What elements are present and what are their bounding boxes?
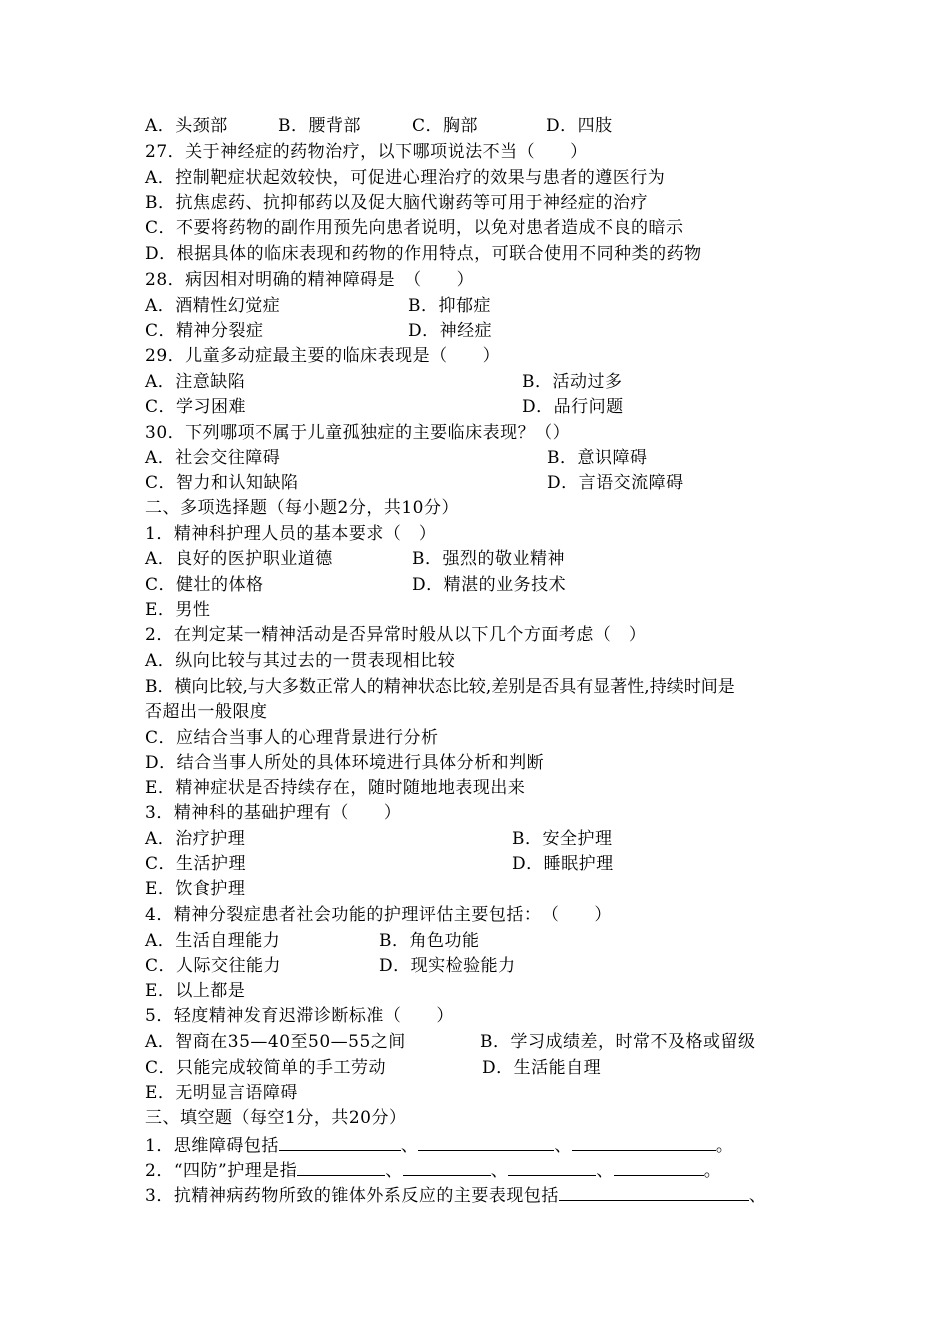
q30-option-c: C．智力和认知缺陷	[145, 473, 299, 493]
m1-option-d: D．精湛的业务技术	[412, 575, 567, 595]
section-3-title: 三、填空题（每空1分，共20分）	[145, 1108, 407, 1128]
m2-option-e: E．精神症状是否持续存在，随时随地地表现出来	[145, 778, 526, 798]
q30-option-d: D．言语交流障碍	[547, 473, 684, 493]
m2-option-b-line1: B．横向比较,与大多数正常人的精神状态比较,差别是否具有显著性,持续时间是	[145, 677, 735, 697]
q27-option-d: D．根据具体的临床表现和药物的作用特点，可联合使用不同种类的药物	[145, 244, 702, 264]
answer-blank[interactable]	[572, 1134, 716, 1151]
q26-option-d: D．四肢	[546, 116, 613, 136]
m1-option-b: B．强烈的敬业精神	[412, 549, 565, 569]
q28-option-d: D．神经症	[408, 321, 493, 341]
q29-stem: 29．儿童多动症最主要的临床表现是（ ）	[145, 346, 501, 366]
m4-option-a: A．生活自理能力	[145, 931, 281, 951]
m1-option-c: C．健壮的体格	[145, 575, 264, 595]
q28-option-b: B．抑郁症	[408, 296, 491, 316]
separator: 、	[554, 1136, 572, 1156]
q28-option-a: A．酒精性幻觉症	[145, 296, 281, 316]
q29-option-d: D．品行问题	[522, 397, 624, 417]
answer-blank[interactable]	[559, 1184, 749, 1201]
m3-stem: 3．精神科的基础护理有（ ）	[145, 803, 402, 823]
answer-blank[interactable]	[418, 1134, 554, 1151]
q27-option-b: B．抗焦虑药、抗抑郁药以及促大脑代谢药等可用于神经症的治疗	[145, 193, 648, 213]
q27-option-c: C．不要将药物的副作用预先向患者说明，以免对患者造成不良的暗示	[145, 218, 684, 238]
m5-stem: 5．轻度精神发育迟滞诊断标准（ ）	[145, 1006, 454, 1026]
q26-option-b: B．腰背部	[278, 116, 361, 136]
m2-option-c: C．应结合当事人的心理背景进行分析	[145, 728, 439, 748]
m1-option-a: A．良好的医护职业道德	[145, 549, 333, 569]
q29-option-c: C．学习困难	[145, 397, 247, 417]
answer-blank[interactable]	[614, 1159, 704, 1176]
m4-option-b: B．角色功能	[379, 931, 480, 951]
m5-option-c: C．只能完成较简单的手工劳动	[145, 1058, 387, 1078]
answer-blank[interactable]	[508, 1159, 596, 1176]
q27-option-a: A．控制靶症状起效较快，可促进心理治疗的效果与患者的遵医行为	[145, 168, 666, 188]
q30-option-a: A．社会交往障碍	[145, 448, 281, 468]
m2-option-d: D．结合当事人所处的具体环境进行具体分析和判断	[145, 753, 545, 773]
separator: 、	[596, 1161, 614, 1181]
m3-option-b: B．安全护理	[512, 829, 613, 849]
separator: 、	[385, 1161, 403, 1181]
m3-option-c: C．生活护理	[145, 854, 247, 874]
fill-blank-1-stem: 1．思维障碍包括	[145, 1136, 279, 1156]
q27-stem: 27．关于神经症的药物治疗，以下哪项说法不当（ ）	[145, 142, 588, 162]
section-2-title: 二、多项选择题（每小题2分，共10分）	[145, 498, 459, 518]
m4-option-e: E．以上都是	[145, 981, 246, 1001]
m5-option-b: B．学习成绩差，时常不及格或留级	[480, 1032, 756, 1052]
m2-stem: 2．在判定某一精神活动是否异常时般从以下几个方面考虑（ ）	[145, 625, 647, 645]
m4-option-c: C．人际交往能力	[145, 956, 282, 976]
separator: 、	[490, 1161, 509, 1181]
m2-option-a: A．纵向比较与其过去的一贯表现相比较	[145, 651, 456, 671]
m5-option-e: E．无明显言语障碍	[145, 1083, 298, 1103]
q30-stem: 30．下列哪项不属于儿童孤独症的主要临床表现？（）	[145, 423, 571, 443]
m1-stem: 1．精神科护理人员的基本要求（ ）	[145, 524, 437, 544]
q26-option-c: C．胸部	[412, 116, 479, 136]
fill-blank-1	[145, 1134, 733, 1156]
m3-option-d: D．睡眠护理	[512, 854, 614, 874]
separator: 、	[400, 1136, 419, 1156]
q28-stem: 28．病因相对明确的精神障碍是 （ ）	[145, 270, 475, 290]
m4-option-d: D．现实检验能力	[379, 956, 516, 976]
fill-blank-2	[145, 1159, 721, 1181]
m3-option-a: A．治疗护理	[145, 829, 246, 849]
separator: 、	[748, 1186, 767, 1206]
period: 。	[703, 1161, 722, 1181]
q30-option-b: B．意识障碍	[547, 448, 648, 468]
q28-option-c: C．精神分裂症	[145, 321, 264, 341]
q29-option-b: B．活动过多	[522, 372, 623, 392]
period: 。	[715, 1136, 734, 1156]
m4-stem: 4．精神分裂症患者社会功能的护理评估主要包括： （ ）	[145, 905, 612, 925]
answer-blank[interactable]	[403, 1159, 491, 1176]
fill-blank-3	[145, 1184, 766, 1206]
m5-option-a: A．智商在35—40至50—55之间	[145, 1032, 406, 1052]
m2-option-b-line2: 否超出一般限度	[145, 702, 268, 722]
m3-option-e: E．饮食护理	[145, 879, 246, 899]
m1-option-e: E．男性	[145, 600, 211, 620]
q26-option-a: A．头颈部	[145, 116, 228, 136]
q29-option-a: A．注意缺陷	[145, 372, 246, 392]
answer-blank[interactable]	[279, 1134, 401, 1151]
fill-blank-3-stem: 3．抗精神病药物所致的锥体外系反应的主要表现包括	[145, 1186, 559, 1206]
fill-blank-2-stem: 2．“四防”护理是指	[145, 1161, 298, 1181]
m5-option-d: D．生活能自理	[482, 1058, 602, 1078]
answer-blank[interactable]	[297, 1159, 385, 1176]
